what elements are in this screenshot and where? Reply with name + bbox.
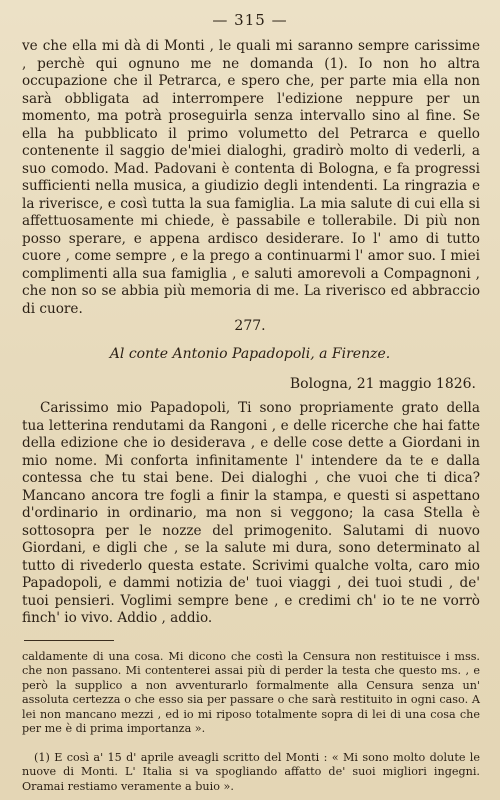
footnote-1: (1) E così a' 15 d' aprile aveagli scritto del Monti : « Mi sono molto dolute le nuove di Monti. L' Italia si va spogliando affatto de' suoi migliori ingegni. Oramai restiamo veramente a buio ». bbox=[22, 751, 480, 793]
page-number: — 315 — bbox=[212, 11, 288, 29]
letter-continuation-text: ve che ella mi dà di Monti , le quali mi saranno sempre carissime , perchè qui ognuno me ne domanda (1). Io non ho altra occupazione che il Petrarca, e spero che, per parte mia ella non sarà obbligata ad interrompere l'edizione neppure per un momento, ma potrà proseguirla senza intervallo sino al fine. Se ella ha pubblicato il primo volumetto del Petrarca e quello contenente il saggio de'miei dialoghi, gradirò molto di vederli, a suo comodo. Mad. Padovani è contenta di Bologna, e fa progressi sufficienti nella musica, a giudizio degli intendenti. La ringrazia e la riverisce, e così tutta la sua famiglia. La mia salute di cui ella si affettuosamente mi chiede, è passabile e tollerabile. Di più non posso sperare, e appena ardisco desiderare. Io l' amo di tutto cuore , come sempre , e la prego a continuarmi l' amor suo. I miei complimenti alla sua famiglia , e saluti amorevoli a Compagnoni , che non so se abbia più memoria di me. La riverisco ed abbraccio di cuore. bbox=[22, 38, 480, 317]
letter-number: 277. bbox=[234, 318, 266, 334]
letter-body-text: Carissimo mio Papadopoli, Ti sono propriamente grato della tua letterina rendutami da Rangoni , e delle ricerche che hai fatte della edizione che io desiderava , e delle cose dette a Giordani in mio nome. Mi conforta infinitamente l' intendere da te e dalla contessa che tu stai bene. Dei dialoghi , che vuoi che ti dica? Mancano ancora tre fogli a finir la stampa, e questi si aspettano d'ordinario in ordinario, ma non si veggono; la casa Stella è sottosopra per le nozze del primogenito. Salutami di nuovo Giordani, e digli che , se la salute mi dura, sono determinato al tutto di rivederlo questa estate. Scrivimi qualche volta, caro mio Papadopoli, e dammi notizia de' tuoi viaggi , dei tuoi studi , de' tuoi pensieri. Voglimi sempre bene , e credimi ch' io te ne vorrò finch' io vivo. Addio , addio. bbox=[22, 400, 480, 626]
letter-addressee: Al conte Antonio Papadopoli, a Firenze. bbox=[109, 346, 391, 362]
letter-date: Bologna, 21 maggio 1826. bbox=[289, 376, 476, 392]
footnote-continuation: caldamente di una cosa. Mi dicono che costì la Censura non restituisce i mss. che non passano. Mi contenterei assai più di perder la testa che questo ms. , e però la supplico a non avventurarlo formalmente alla Censura senza un' assoluta certezza o che esso sia per passare o che sarà restituito in ogni caso. A lei non mancano mezzi , ed io mi riposo totalmente sopra di lei di una cosa che per me è di prima importanza ». bbox=[22, 650, 480, 736]
footnote-divider bbox=[24, 640, 114, 641]
